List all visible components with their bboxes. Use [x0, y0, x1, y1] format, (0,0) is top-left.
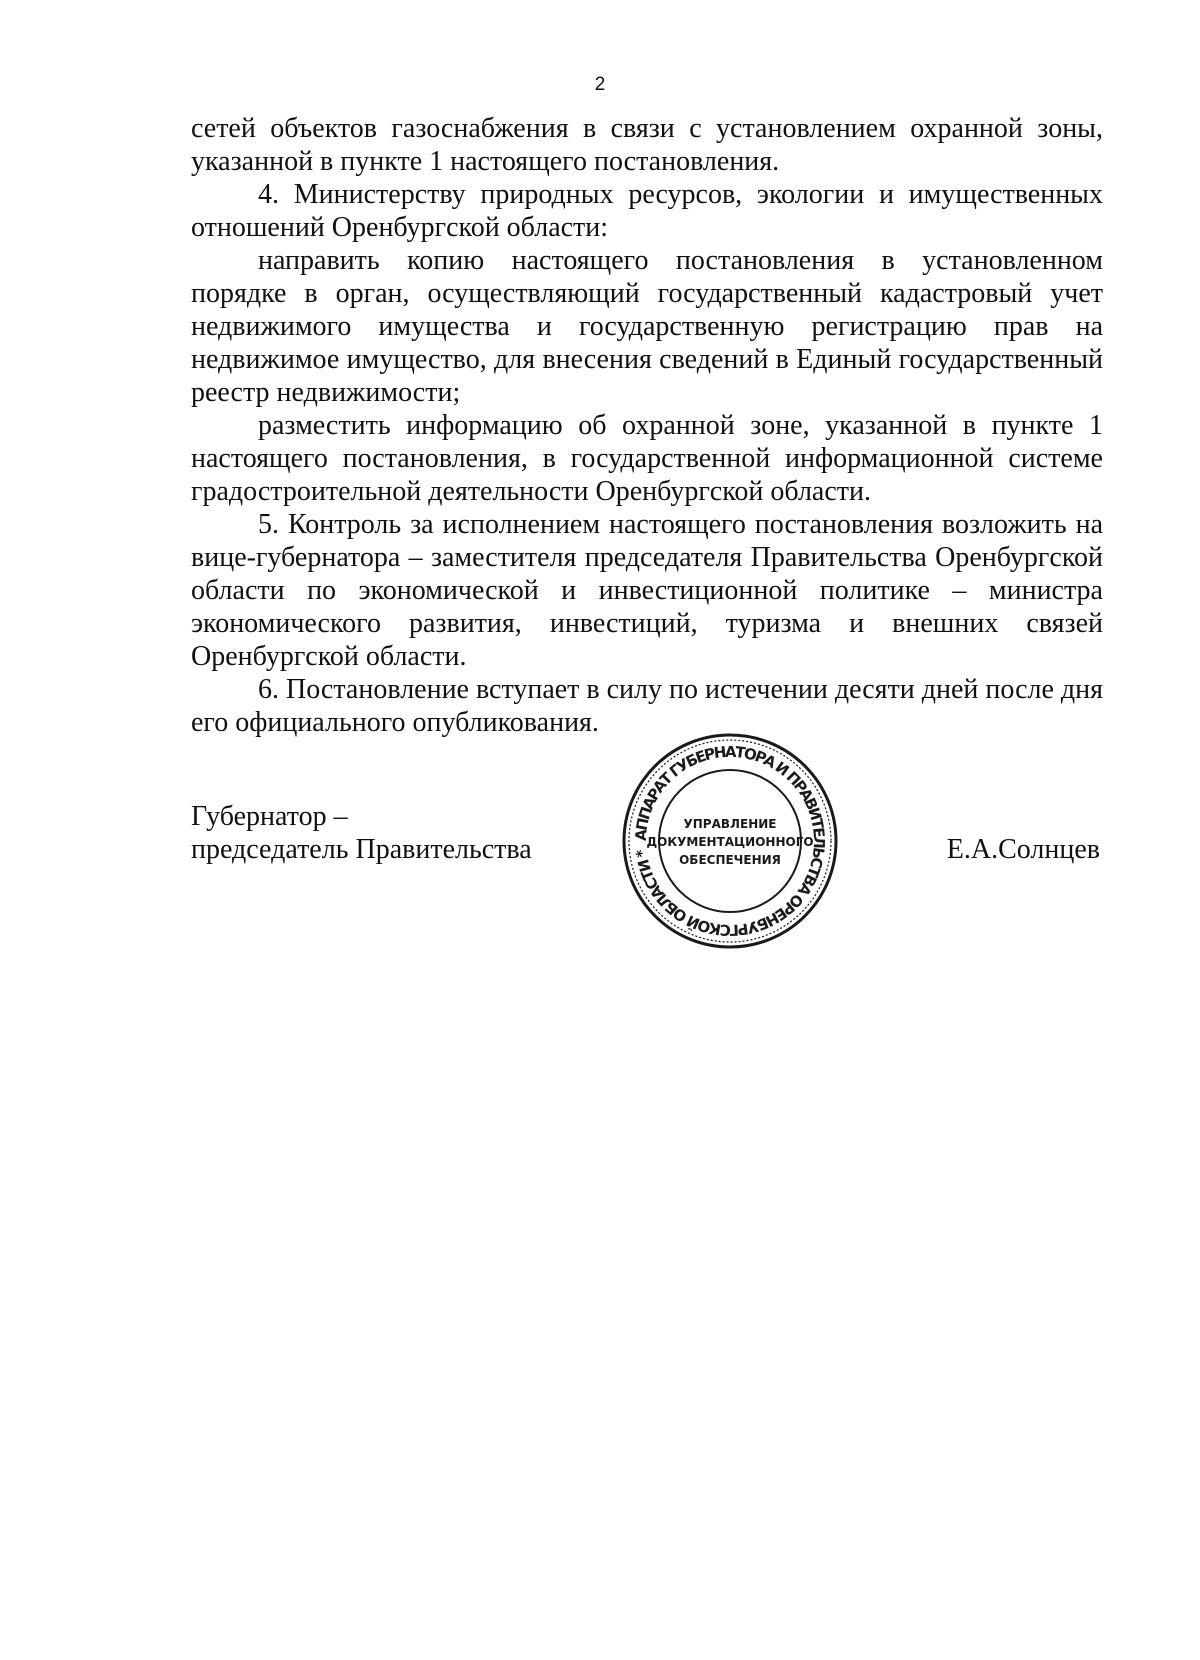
page-number: 2	[594, 74, 606, 95]
seal-graphic	[620, 731, 840, 951]
paragraph-item-4-publish-info: разместить информацию об охранной зоне, указанной в пункте 1 настоящего постановления, в государственной информационной системе градостроительной деятельности Оренбургской области.	[191, 410, 1103, 507]
paragraph-item-5: 5. Контроль за исполнением настоящего постановления возложить на вице-губернатора – заместителя председателя Правительства Оренбургской области по экономической и инвестиционной политике – министра экономического развития, инвестиций, туризма и внешних связей Оренбургской области.	[191, 509, 1103, 672]
signatory-name: Е.А.Солнцев	[946, 834, 1100, 865]
paragraph-continuation: сетей объектов газоснабжения в связи с установлением охранной зоны, указанной в пункте 1 настоящего постановления.	[191, 113, 1103, 177]
seal-center-line2: ДОКУМЕНТАЦИОННОГО	[646, 835, 814, 849]
seal-ring-text: АППАРАТ ГУБЕРНАТОРА И ПРАВИТЕЛЬСТВА ОРЕНБУРГСКОЙ ОБЛАСТИ *	[631, 742, 829, 940]
paragraph-item-6: 6. Постановление вступает в силу по истечении десяти дней после дня его официального опубликования.	[191, 674, 1104, 738]
paragraph-item-4: 4. Министерству природных ресурсов, экологии и имущественных отношений Оренбургской области:	[191, 179, 1103, 243]
official-seal	[620, 731, 840, 951]
paragraph-item-4-send-copy: направить копию настоящего постановления в установленном порядке в орган, осуществляющий государственный кадастровый учет недвижимого имущества и государственную регистрацию прав на недвижимое имущество, для внесения сведений в Единый государственный реестр недвижимости;	[191, 245, 1103, 408]
signatory-position	[191, 800, 532, 866]
seal-center-line3: ОБЕСПЕЧЕНИЯ	[679, 853, 781, 867]
signatory-position-line2: председатель Правительства	[191, 834, 532, 865]
seal-center-line1: УПРАВЛЕНИЕ	[683, 817, 777, 831]
document-body	[191, 112, 1103, 739]
signatory-position-line1: Губернатор –	[191, 801, 348, 832]
